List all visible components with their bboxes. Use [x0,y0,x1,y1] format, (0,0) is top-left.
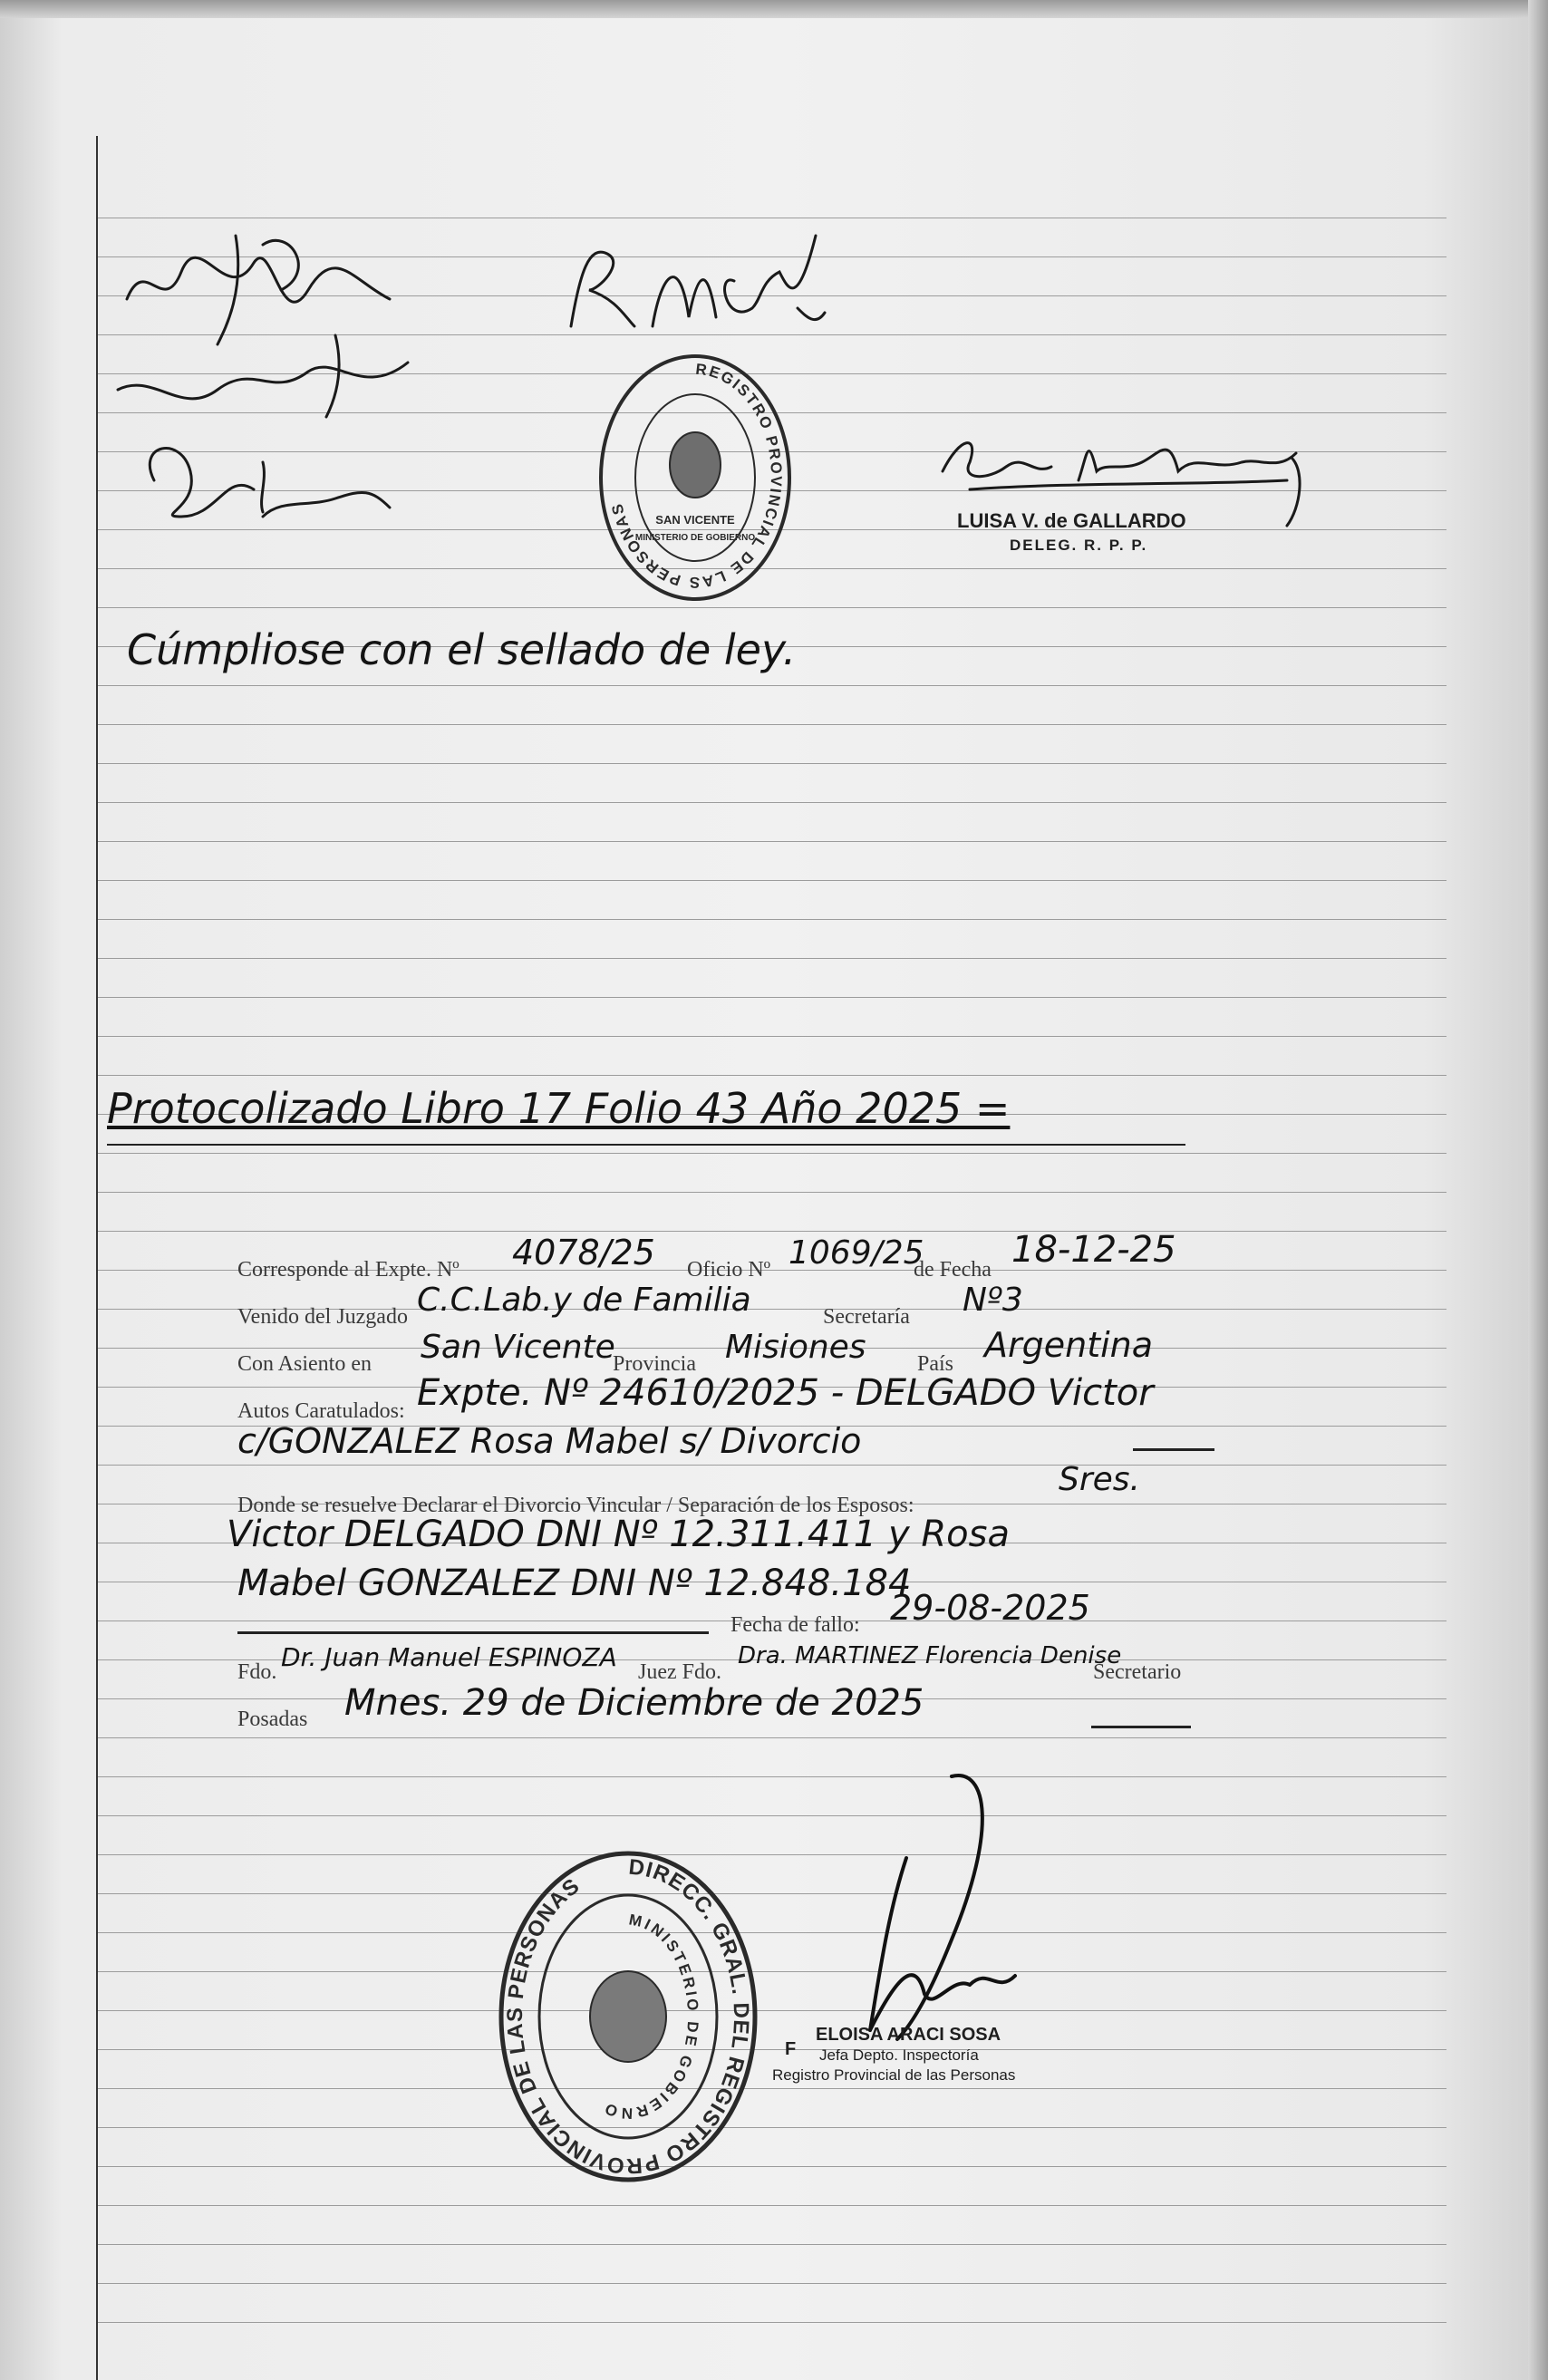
official-top-title: DELEG. R. P. P. [1010,537,1148,554]
ruled-line [98,1815,1446,1816]
official-bottom-name: ELOISA ARACI SOSA [816,2025,1001,2045]
stamp-registro-san-vicente [596,352,794,604]
ruled-line [98,685,1446,686]
ruled-line [98,841,1446,842]
autos-dash [1133,1448,1214,1451]
pais-value: Argentina [984,1325,1154,1365]
oficio-label: Oficio Nº [687,1258,771,1282]
autos-line1: Expte. Nº 24610/2025 - DELGADO Victor [417,1372,1154,1414]
juez-value: Dr. Juan Manuel ESPINOZA [281,1642,617,1672]
official-bottom-title2: Registro Provincial de las Personas [772,2066,1016,2084]
fallo-blank-line [237,1631,709,1634]
ruled-line [98,724,1446,725]
ruled-line [98,2322,1446,2323]
ruled-line [98,997,1446,998]
handwritten-note: Cúmpliose con el sellado de ley. [127,625,797,674]
asiento-label: Con Asiento en [237,1352,372,1376]
secretaria-label: Secretaría [823,1305,910,1329]
signatures-top-left [100,218,480,562]
fecha-label: de Fecha [914,1258,992,1282]
ruled-line [98,802,1446,803]
ruled-line [98,1465,1446,1466]
signature-sosa [843,1758,1042,2048]
coat-of-arms-icon [670,432,721,498]
esposos-line1: Victor DELGADO DNI Nº 12.311.411 y Rosa [227,1514,1010,1555]
ruled-line [98,919,1446,920]
ruled-line [98,1737,1446,1738]
juzgado-value: C.C.Lab.y de Familia [417,1282,751,1319]
stamp-bottom-inner-text: MINISTERIO DE GOBIERNO [600,1911,702,2123]
protocolizado-text: Protocolizado Libro 17 Folio 43 Año 2025 = [107,1084,1011,1133]
secretario-label: Secretario [1093,1660,1182,1684]
official-bottom-title1: Jefa Depto. Inspectoría [819,2046,979,2064]
page-right-edge [1528,0,1548,2380]
asiento-value: San Vicente [421,1329,615,1366]
ruled-line [98,763,1446,764]
posadas-dash [1091,1726,1191,1728]
ruled-line [98,1231,1446,1232]
ruled-line [98,1932,1446,1933]
posadas-label: Posadas [237,1708,308,1731]
corresponde-label: Corresponde al Expte. Nº [237,1258,460,1282]
fdo-label: Fdo. [237,1660,277,1684]
donde-value: Sres. [1059,1461,1140,1498]
protocolizado-underline [107,1144,1185,1146]
stamp-top-ring-text: REGISTRO PROVINCIAL DE LAS PERSONAS [607,360,786,592]
ruled-line [98,2127,1446,2128]
page-top-edge [0,0,1548,18]
official-top-name: LUISA V. de GALLARDO [957,509,1186,532]
expte-value: 4078/25 [512,1233,655,1272]
posadas-value: Mnes. 29 de Diciembre de 2025 [344,1682,924,1724]
juez-label: Juez Fdo. [638,1660,721,1684]
ruled-line [98,958,1446,959]
stamp-top-inner-top: SAN VICENTE [655,513,735,527]
ruled-line [98,607,1446,608]
oficio-value: 1069/25 [789,1234,924,1272]
donde-label: Donde se resuelve Declarar el Divorcio Vincular / Separación de los Esposos: [237,1494,914,1517]
pais-label: País [917,1352,954,1376]
official-bottom-prefix: F [785,2039,797,2059]
provincia-value: Misiones [725,1329,866,1366]
venido-label: Venido del Juzgado [237,1305,408,1329]
ruled-line [98,2166,1446,2167]
ruled-line [98,880,1446,881]
fallo-label: Fecha de fallo: [730,1613,860,1637]
ruled-line [98,2088,1446,2089]
ruled-line [98,2010,1446,2011]
ruled-line [98,1971,1446,1972]
secretario-value: Dra. MARTINEZ Florencia Denise [738,1642,1122,1669]
coat-of-arms-icon [590,1971,666,2062]
ruled-line [98,1075,1446,1076]
stamp-bottom-ring-text: DIRECC. GRAL. DEL REGISTRO PROVINCIAL DE LAS PERSONAS [502,1854,754,2179]
ruled-line [98,2244,1446,2245]
signature-top-middle [553,218,843,353]
esposos-line2: Mabel GONZALEZ DNI Nº 12.848.184 [237,1562,912,1604]
margin-line [96,136,98,2380]
ruled-line [98,1036,1446,1037]
ruled-line [98,1192,1446,1193]
autos-label: Autos Caratulados: [237,1399,405,1423]
ruled-line [98,1893,1446,1894]
provincia-label: Provincia [613,1352,696,1376]
ruled-line [98,1153,1446,1154]
secretaria-value: Nº3 [963,1282,1023,1319]
stamp-top-inner-bottom: MINISTERIO DE GOBIERNO [634,533,756,543]
ruled-line [98,1776,1446,1777]
fecha-value: 18-12-25 [1011,1229,1176,1271]
ruled-line [98,2205,1446,2206]
autos-line2: c/GONZALEZ Rosa Mabel s/ Divorcio [237,1421,862,1461]
fallo-value: 29-08-2025 [890,1588,1090,1628]
ruled-line [98,1854,1446,1855]
ruled-line [98,2049,1446,2050]
stamp-direccion-registro [497,1849,759,2184]
ruled-line [98,2283,1446,2284]
